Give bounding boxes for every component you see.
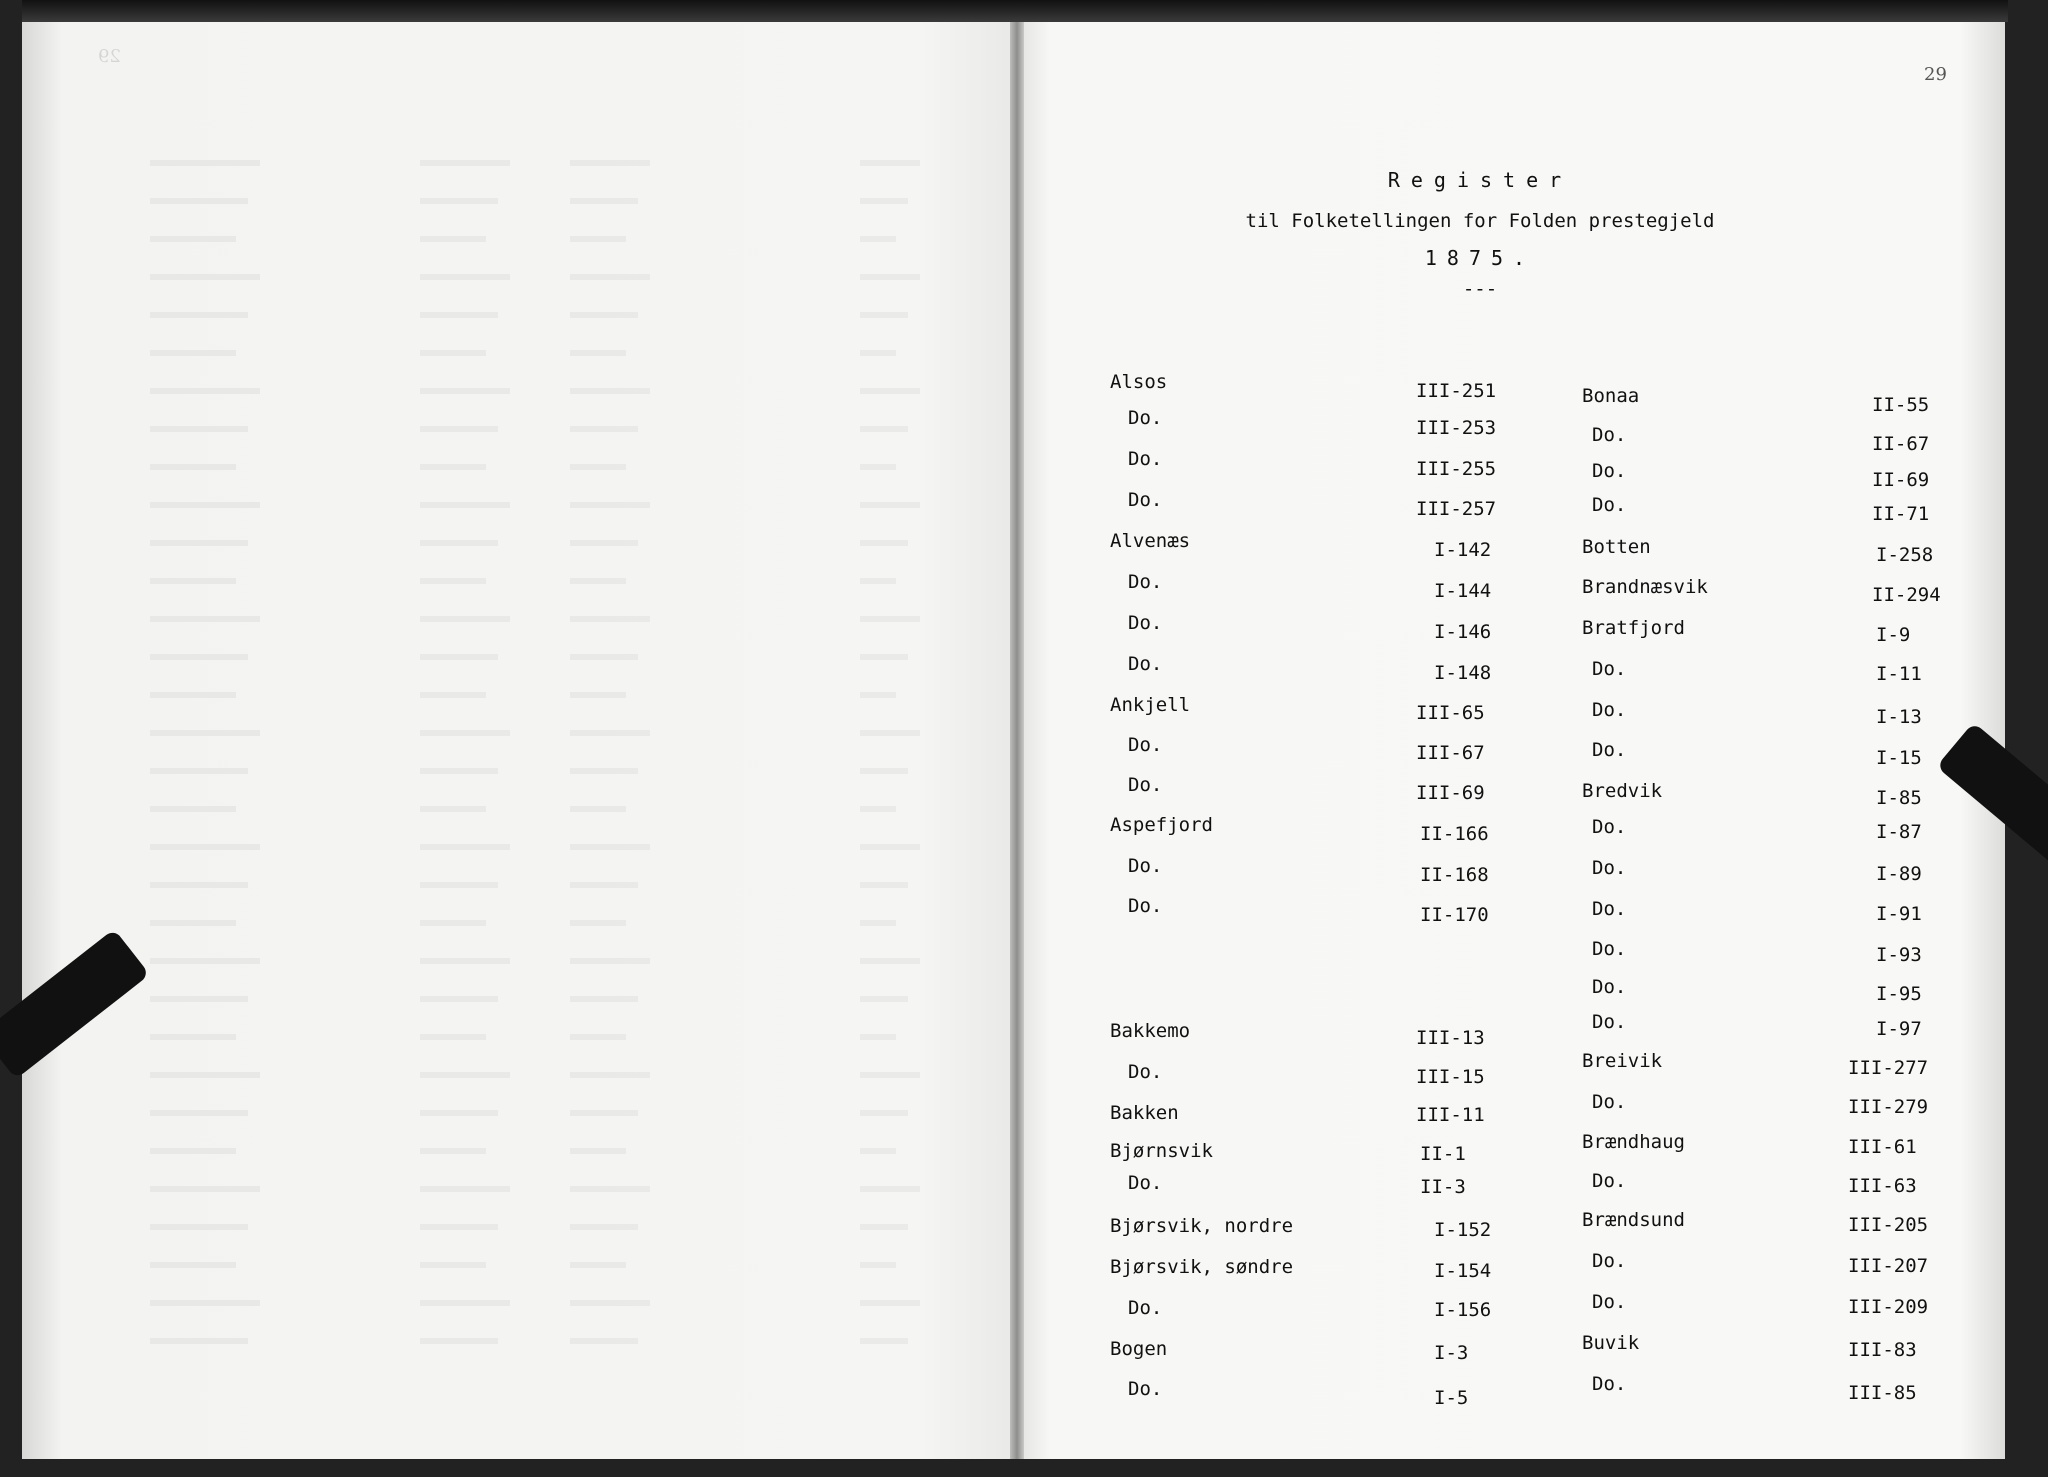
right-entry-ref: I-89: [1876, 863, 1922, 885]
book-gutter: [1010, 22, 1024, 1459]
bleed-stroke: [420, 312, 498, 318]
bleed-stroke: [860, 1338, 908, 1344]
bleed-stroke: [570, 388, 650, 394]
right-entry-name: Do.: [1592, 1373, 1627, 1395]
right-entry-name: Brændsund: [1582, 1209, 1685, 1231]
right-entry-ref: II-71: [1872, 503, 1930, 525]
bleed-stroke: [860, 692, 896, 698]
bleed-stroke: [150, 1262, 236, 1268]
bleed-stroke: [860, 160, 920, 166]
right-entry-name: Do.: [1592, 739, 1627, 761]
left-entry-name: Bjørsvik, nordre: [1110, 1215, 1294, 1237]
bleed-stroke: [860, 540, 908, 546]
bleed-stroke: [860, 236, 896, 242]
bleed-stroke: [860, 1300, 920, 1306]
left-entry-name: Do.: [1128, 489, 1163, 511]
left-entry-ref: III-69: [1416, 782, 1485, 804]
left-entry-ref: I-154: [1434, 1260, 1492, 1282]
right-entry-name: Do.: [1592, 816, 1627, 838]
left-entry-ref: I-148: [1434, 662, 1492, 684]
left-entry-ref: III-253: [1416, 417, 1497, 439]
right-entry-name: Do.: [1592, 898, 1627, 920]
bleed-stroke: [420, 578, 486, 584]
bleed-stroke: [420, 882, 498, 888]
right-entry-name: Do.: [1592, 857, 1627, 879]
bleed-stroke: [150, 1224, 248, 1230]
bleed-stroke: [150, 616, 260, 622]
left-entry-name: Bakkemo: [1110, 1020, 1191, 1042]
bleed-stroke: [860, 312, 908, 318]
left-entry-name: Do.: [1128, 1061, 1163, 1083]
left-entry-name: Do.: [1128, 1378, 1163, 1400]
right-entry-ref: II-69: [1872, 469, 1930, 491]
bleed-stroke: [150, 274, 260, 280]
bleed-stroke: [150, 426, 248, 432]
bleed-stroke: [860, 1034, 896, 1040]
left-entry-ref: III-65: [1416, 702, 1485, 724]
left-entry-name: Do.: [1128, 407, 1163, 429]
bleed-stroke: [150, 236, 236, 242]
left-entry-ref: III-67: [1416, 742, 1485, 764]
bleed-stroke: [860, 1186, 920, 1192]
bleed-stroke: [150, 1148, 236, 1154]
bleed-stroke: [570, 426, 638, 432]
right-entry-name: Bratfjord: [1582, 617, 1685, 639]
bleed-stroke: [420, 198, 498, 204]
left-entry-ref: I-146: [1434, 621, 1492, 643]
right-entry-ref: I-15: [1876, 747, 1922, 769]
bleed-stroke: [420, 1072, 510, 1078]
bleed-stroke: [150, 160, 260, 166]
bleed-stroke: [150, 350, 236, 356]
bleed-stroke: [570, 692, 626, 698]
right-entry-ref: I-13: [1876, 706, 1922, 728]
right-entry-ref: III-277: [1848, 1057, 1929, 1079]
bleed-stroke: [420, 844, 510, 850]
bleed-stroke: [150, 312, 248, 318]
right-entry-ref: II-55: [1872, 394, 1930, 416]
left-entry-name: Aspefjord: [1110, 814, 1213, 836]
left-entry-name: Bjørnsvik: [1110, 1140, 1213, 1162]
left-entry-ref: III-251: [1416, 380, 1497, 402]
right-entry-name: Bonaa: [1582, 385, 1640, 407]
bleed-stroke: [570, 844, 650, 850]
bleed-stroke: [570, 958, 650, 964]
bleed-stroke: [420, 1034, 486, 1040]
left-entry-name: Bakken: [1110, 1102, 1179, 1124]
bleed-stroke: [420, 730, 510, 736]
right-entry-name: Do.: [1592, 658, 1627, 680]
bleed-stroke: [860, 502, 920, 508]
register-title: Register: [1387, 168, 1573, 192]
right-entry-ref: III-209: [1848, 1296, 1929, 1318]
bleed-stroke: [570, 616, 650, 622]
left-entry-name: Do.: [1128, 448, 1163, 470]
right-entry-ref: I-97: [1876, 1018, 1922, 1040]
bleed-stroke: [420, 1148, 486, 1154]
bleed-stroke: [860, 844, 920, 850]
bleed-stroke: [150, 1072, 260, 1078]
left-entry-name: Do.: [1128, 774, 1163, 796]
bleed-stroke: [420, 1110, 498, 1116]
right-entry-name: Do.: [1592, 494, 1627, 516]
left-entry-ref: I-3: [1434, 1342, 1469, 1364]
bleed-stroke: [420, 464, 486, 470]
bleed-stroke: [420, 996, 498, 1002]
left-entry-name: Do.: [1128, 855, 1163, 877]
bleed-stroke: [150, 806, 236, 812]
bleed-stroke: [860, 806, 896, 812]
bleed-stroke: [570, 1072, 650, 1078]
bleed-stroke: [150, 768, 248, 774]
bleed-stroke: [570, 806, 626, 812]
left-entry-ref: I-144: [1434, 580, 1492, 602]
bleed-stroke: [860, 1262, 896, 1268]
right-entry-name: Do.: [1592, 1011, 1627, 1033]
bleed-stroke: [570, 1110, 638, 1116]
left-entry-ref: II-166: [1420, 823, 1489, 845]
bleed-stroke: [860, 274, 920, 280]
right-entry-name: Breivik: [1582, 1050, 1663, 1072]
right-entry-name: Brændhaug: [1582, 1131, 1685, 1153]
left-entry-ref: II-170: [1420, 904, 1489, 926]
bleed-stroke: [570, 730, 650, 736]
bleed-stroke: [150, 198, 248, 204]
bleed-stroke: [420, 350, 486, 356]
bleed-stroke: [860, 768, 908, 774]
right-entry-ref: I-93: [1876, 944, 1922, 966]
bleed-stroke: [420, 806, 486, 812]
bleed-stroke: [420, 426, 498, 432]
bleed-stroke: [570, 464, 626, 470]
register-year: 1875.: [1424, 246, 1536, 270]
bleed-stroke: [150, 692, 236, 698]
bleed-stroke: [570, 1186, 650, 1192]
bleed-stroke: [150, 882, 248, 888]
bleed-stroke: [420, 654, 498, 660]
right-entry-ref: III-279: [1848, 1096, 1929, 1118]
bleed-stroke: [860, 464, 896, 470]
bleed-stroke: [420, 692, 486, 698]
bleed-stroke: [860, 1110, 908, 1116]
right-entry-ref: I-11: [1876, 663, 1922, 685]
bleed-stroke: [420, 236, 486, 242]
left-entry-ref: III-13: [1416, 1027, 1485, 1049]
bleed-stroke: [150, 1110, 248, 1116]
bleed-stroke: [570, 1224, 638, 1230]
bleed-stroke: [570, 160, 650, 166]
bleed-stroke: [860, 578, 896, 584]
left-entry-name: Do.: [1128, 734, 1163, 756]
bleed-stroke: [150, 958, 260, 964]
bleed-stroke: [570, 236, 626, 242]
left-page-number: 29: [98, 46, 121, 67]
right-entry-ref: III-207: [1848, 1255, 1929, 1277]
bleed-stroke: [420, 1300, 510, 1306]
bleed-stroke: [420, 502, 510, 508]
bleed-stroke: [860, 920, 896, 926]
right-entry-ref: III-85: [1848, 1382, 1917, 1404]
left-entry-name: Do.: [1128, 895, 1163, 917]
bleed-stroke: [570, 540, 638, 546]
bleed-stroke: [570, 198, 638, 204]
bleed-stroke: [860, 426, 908, 432]
right-entry-ref: III-61: [1848, 1136, 1917, 1158]
left-entry-ref: III-255: [1416, 458, 1497, 480]
bleed-stroke: [150, 388, 260, 394]
bleed-stroke: [860, 1072, 920, 1078]
bleed-stroke: [860, 388, 920, 394]
bleed-stroke: [150, 920, 236, 926]
right-entry-name: Buvik: [1582, 1332, 1640, 1354]
left-entry-ref: II-1: [1420, 1143, 1466, 1165]
left-entry-ref: I-152: [1434, 1219, 1492, 1241]
right-entry-name: Do.: [1592, 1170, 1627, 1192]
register-rule: ---: [1462, 278, 1498, 300]
left-entry-name: Do.: [1128, 1172, 1163, 1194]
right-entry-name: Do.: [1592, 460, 1627, 482]
right-entry-name: Do.: [1592, 1091, 1627, 1113]
bleed-stroke: [420, 1224, 498, 1230]
right-page-number: 29: [1924, 64, 1947, 85]
bleed-stroke: [150, 1338, 248, 1344]
scan-top-edge: [22, 0, 2008, 22]
bleed-stroke: [570, 1300, 650, 1306]
bleed-stroke: [570, 882, 638, 888]
bleed-stroke: [570, 312, 638, 318]
right-entry-ref: I-87: [1876, 821, 1922, 843]
bleed-stroke: [150, 1300, 260, 1306]
bleed-stroke: [150, 578, 236, 584]
bleed-stroke: [420, 1338, 498, 1344]
bleed-stroke: [570, 350, 626, 356]
left-entry-name: Bogen: [1110, 1338, 1168, 1360]
right-entry-name: Do.: [1592, 1291, 1627, 1313]
bleed-stroke: [860, 616, 920, 622]
bleed-stroke: [420, 920, 486, 926]
right-entry-name: Do.: [1592, 699, 1627, 721]
bleed-stroke: [860, 654, 908, 660]
bleed-stroke: [570, 1338, 638, 1344]
bleed-stroke: [860, 882, 908, 888]
right-entry-name: Brandnæsvik: [1582, 576, 1708, 598]
left-entry-ref: III-257: [1416, 498, 1497, 520]
right-entry-ref: I-258: [1876, 544, 1934, 566]
left-entry-name: Alsos: [1110, 371, 1168, 393]
right-entry-ref: I-9: [1876, 624, 1911, 646]
right-entry-name: Do.: [1592, 976, 1627, 998]
bleed-stroke: [420, 540, 498, 546]
right-entry-name: Do.: [1592, 424, 1627, 446]
bleed-stroke: [570, 274, 650, 280]
right-entry-name: Bredvik: [1582, 780, 1663, 802]
bleed-stroke: [860, 198, 908, 204]
left-entry-ref: II-168: [1420, 864, 1489, 886]
bleed-stroke: [420, 958, 510, 964]
bleed-stroke: [570, 996, 638, 1002]
left-entry-ref: II-3: [1420, 1176, 1466, 1198]
right-entry-name: Botten: [1582, 536, 1651, 558]
left-entry-name: Alvenæs: [1110, 530, 1191, 552]
bleed-stroke: [860, 350, 896, 356]
right-entry-ref: II-294: [1872, 584, 1941, 606]
right-entry-ref: III-205: [1848, 1214, 1929, 1236]
left-entry-ref: III-15: [1416, 1066, 1485, 1088]
left-entry-name: Bjørsvik, søndre: [1110, 1256, 1294, 1278]
left-entry-ref: I-142: [1434, 539, 1492, 561]
bleed-stroke: [420, 1186, 510, 1192]
left-entry-name: Ankjell: [1110, 694, 1191, 716]
right-entry-name: Do.: [1592, 938, 1627, 960]
bleed-stroke: [860, 1224, 908, 1230]
bleed-stroke: [150, 730, 260, 736]
bleed-stroke: [150, 996, 248, 1002]
register-subtitle: til Folketellingen for Folden prestegjeld: [1245, 210, 1715, 232]
left-entry-name: Do.: [1128, 653, 1163, 675]
left-entry-name: Do.: [1128, 612, 1163, 634]
bleed-stroke: [570, 920, 626, 926]
bleed-stroke: [150, 464, 236, 470]
bleed-stroke: [860, 730, 920, 736]
bleed-stroke: [420, 1262, 486, 1268]
bleed-stroke: [570, 502, 650, 508]
bleed-stroke: [860, 1148, 896, 1154]
bleed-stroke: [150, 502, 260, 508]
right-entry-ref: III-83: [1848, 1339, 1917, 1361]
bleed-stroke: [860, 958, 920, 964]
right-entry-ref: I-91: [1876, 903, 1922, 925]
left-entry-ref: III-11: [1416, 1104, 1485, 1126]
bleed-stroke: [420, 274, 510, 280]
right-entry-ref: I-85: [1876, 787, 1922, 809]
bleed-stroke: [860, 996, 908, 1002]
bleed-stroke: [570, 578, 626, 584]
bleed-stroke: [420, 616, 510, 622]
right-entry-ref: III-63: [1848, 1175, 1917, 1197]
bleed-stroke: [570, 1262, 626, 1268]
right-page: [1020, 22, 2005, 1459]
right-entry-ref: I-95: [1876, 983, 1922, 1005]
bleed-stroke: [150, 654, 248, 660]
bleed-stroke: [150, 1186, 260, 1192]
left-entry-name: Do.: [1128, 1297, 1163, 1319]
left-entry-ref: I-156: [1434, 1299, 1492, 1321]
bleed-stroke: [150, 540, 248, 546]
bleed-stroke: [570, 768, 638, 774]
right-entry-ref: II-67: [1872, 433, 1930, 455]
bleed-stroke: [570, 1034, 626, 1040]
left-entry-name: Do.: [1128, 571, 1163, 593]
right-entry-name: Do.: [1592, 1250, 1627, 1272]
bleed-stroke: [150, 844, 260, 850]
bleed-stroke: [150, 1034, 236, 1040]
bleed-stroke: [420, 768, 498, 774]
bleed-stroke: [570, 1148, 626, 1154]
left-entry-ref: I-5: [1434, 1387, 1469, 1409]
bleed-stroke: [570, 654, 638, 660]
bleed-stroke: [420, 160, 510, 166]
bleed-stroke: [420, 388, 510, 394]
